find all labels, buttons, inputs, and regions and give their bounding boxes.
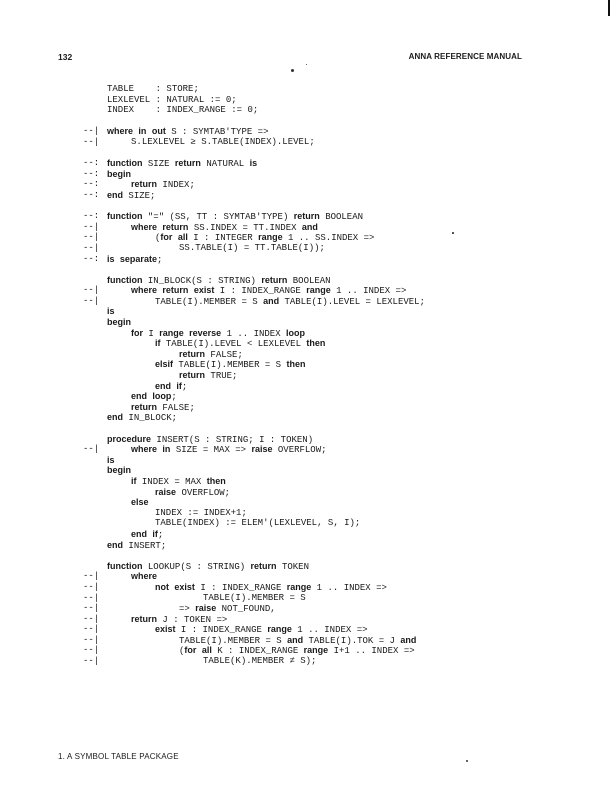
code-line: [0, 84, 612, 95]
code-line: [0, 275, 612, 286]
code-line: [0, 624, 612, 635]
code-line: [0, 243, 612, 254]
code-text: where in out S : SYMTAB'TYPE =>: [107, 126, 269, 138]
annotation-marker: --|: [83, 221, 100, 232]
annotation-marker: --|: [83, 603, 100, 614]
code-line: [0, 635, 612, 646]
code-text: else: [131, 497, 149, 508]
code-text: begin: [107, 317, 131, 328]
code-text: return FALSE;: [179, 348, 243, 360]
code-text: end if;: [155, 380, 188, 392]
running-header: ANNA REFERENCE MANUAL: [408, 52, 522, 61]
code-text: procedure INSERT(S : STRING; I : TOKEN): [107, 433, 314, 445]
code-line: [0, 148, 612, 159]
code-line: [0, 444, 612, 455]
code-text: function "=" (SS, TT : SYMTAB'TYPE) return BOOLEAN: [107, 211, 364, 223]
code-text: where: [131, 571, 158, 582]
annotation-marker: --|: [83, 645, 100, 656]
code-text: end IN_BLOCK;: [107, 412, 178, 424]
code-text: where return exist I : INDEX_RANGE range 1 .. INDEX =>: [131, 285, 407, 297]
annotation-marker: --:: [83, 179, 100, 190]
code-text: TABLE(I).MEMBER = S: [203, 592, 306, 603]
code-line: [0, 169, 612, 180]
code-line: [0, 296, 612, 307]
code-line: [0, 645, 612, 656]
code-line: [0, 434, 612, 445]
code-text: TABLE(INDEX) := ELEM'(LEXLEVEL, S, I);: [155, 518, 361, 529]
code-text: is: [107, 306, 115, 317]
annotation-marker: --|: [83, 285, 100, 296]
code-text: function LOOKUP(S : STRING) return TOKEN: [107, 560, 309, 572]
footer-caption: 1. A SYMBOL TABLE PACKAGE: [58, 752, 179, 761]
code-line: [0, 201, 612, 212]
code-text: end loop;: [131, 391, 177, 403]
code-text: begin: [107, 465, 131, 476]
code-text: end if;: [131, 528, 164, 540]
code-text: is: [107, 454, 115, 465]
code-line: [0, 423, 612, 434]
annotation-marker: --:: [83, 158, 100, 169]
annotation-marker: --|: [83, 571, 100, 582]
code-text: return INDEX;: [131, 179, 195, 191]
code-text: (for all I : INTEGER range 1 .. SS.INDEX =>: [155, 232, 375, 244]
code-line: [0, 179, 612, 190]
code-text: raise OVERFLOW;: [155, 486, 231, 498]
annotation-marker: --|: [83, 634, 100, 645]
code-line: [0, 381, 612, 392]
code-line: [0, 412, 612, 423]
code-line: [0, 126, 612, 137]
code-line: [0, 338, 612, 349]
code-line: [0, 328, 612, 339]
code-text: for I range reverse 1 .. INDEX loop: [131, 327, 306, 339]
annotation-marker: --|: [83, 126, 100, 137]
code-line: [0, 497, 612, 508]
code-text: => raise NOT_FOUND,: [179, 603, 276, 615]
annotation-marker: --|: [83, 444, 100, 455]
code-line: [0, 370, 612, 381]
scan-speck: [291, 69, 294, 72]
code-text: INDEX : INDEX_RANGE := 0;: [107, 105, 259, 116]
code-text: if INDEX = MAX then: [131, 475, 226, 487]
code-line: [0, 561, 612, 572]
code-text: TABLE(I).MEMBER = S and TABLE(I).TOK = J and: [179, 634, 417, 646]
code-line: [0, 95, 612, 106]
annotation-marker: --|: [83, 592, 100, 603]
code-listing: [0, 84, 612, 724]
scan-speck: [466, 760, 468, 762]
page-number: 132: [58, 52, 73, 62]
code-text: begin: [107, 168, 131, 179]
annotation-marker: --|: [83, 295, 100, 306]
code-line: [0, 529, 612, 540]
code-line: [0, 656, 612, 667]
code-line: [0, 158, 612, 169]
annotation-marker: --|: [83, 656, 100, 667]
code-line: [0, 593, 612, 604]
code-text: elsif TABLE(I).MEMBER = S then: [155, 359, 306, 371]
code-line: [0, 402, 612, 413]
code-text: exist I : INDEX_RANGE range 1 .. INDEX =>: [155, 624, 368, 636]
code-line: [0, 264, 612, 275]
code-text: INDEX := INDEX+1;: [155, 507, 247, 518]
code-line: [0, 285, 612, 296]
code-line: [0, 455, 612, 466]
annotation-marker: --:: [83, 253, 100, 264]
code-line: [0, 603, 612, 614]
code-text: TABLE : STORE;: [107, 84, 199, 94]
code-text: TABLE(K).MEMBER ≠ S);: [203, 656, 317, 667]
code-line: [0, 540, 612, 551]
code-text: end INSERT;: [107, 539, 167, 551]
code-line: [0, 254, 612, 265]
code-text: function SIZE return NATURAL is: [107, 158, 258, 170]
code-text: function IN_BLOCK(S : STRING) return BOOLEAN: [107, 274, 331, 286]
annotation-marker: --|: [83, 232, 100, 243]
code-line: [0, 508, 612, 519]
code-line: [0, 582, 612, 593]
code-line: [0, 190, 612, 201]
code-line: [0, 306, 612, 317]
code-line: [0, 614, 612, 625]
code-line: [0, 137, 612, 148]
code-line: [0, 105, 612, 116]
code-line: [0, 232, 612, 243]
annotation-marker: --|: [83, 136, 100, 147]
code-line: [0, 476, 612, 487]
code-text: (for all K : INDEX_RANGE range I+1 .. INDEX =>: [179, 645, 415, 657]
code-line: [0, 391, 612, 402]
scan-edge-mark: [608, 0, 610, 16]
code-line: [0, 222, 612, 233]
code-line: [0, 571, 612, 582]
annotation-marker: --|: [83, 624, 100, 635]
code-line: [0, 487, 612, 498]
code-text: not exist I : INDEX_RANGE range 1 .. INDEX =>: [155, 581, 387, 593]
code-text: where return SS.INDEX = TT.INDEX and: [131, 221, 318, 233]
code-line: [0, 317, 612, 328]
code-line: [0, 211, 612, 222]
code-line: [0, 116, 612, 127]
annotation-marker: --:: [83, 211, 100, 222]
code-line: [0, 359, 612, 370]
annotation-marker: --:: [83, 168, 100, 179]
code-text: end SIZE;: [107, 189, 156, 201]
code-text: is separate;: [107, 253, 163, 265]
annotation-marker: --|: [83, 242, 100, 253]
code-text: TABLE(I).MEMBER = S and TABLE(I).LEVEL = LEXLEVEL;: [155, 295, 425, 307]
annotation-marker: --|: [83, 613, 100, 624]
code-line: [0, 518, 612, 529]
code-text: SS.TABLE(I) = TT.TABLE(I));: [179, 242, 325, 253]
scan-speck: [306, 64, 307, 65]
code-text: return J : TOKEN =>: [131, 613, 228, 625]
code-text: return TRUE;: [179, 370, 238, 382]
code-text: if TABLE(I).LEVEL < LEXLEVEL then: [155, 338, 326, 350]
code-text: S.LEXLEVEL ≥ S.TABLE(INDEX).LEVEL;: [131, 136, 315, 147]
code-line: [0, 465, 612, 476]
code-text: LEXLEVEL : NATURAL := 0;: [107, 94, 237, 105]
annotation-marker: --:: [83, 189, 100, 200]
code-text: return FALSE;: [131, 401, 195, 413]
code-line: [0, 349, 612, 360]
code-text: where in SIZE = MAX => raise OVERFLOW;: [131, 444, 327, 456]
annotation-marker: --|: [83, 581, 100, 592]
code-line: [0, 550, 612, 561]
